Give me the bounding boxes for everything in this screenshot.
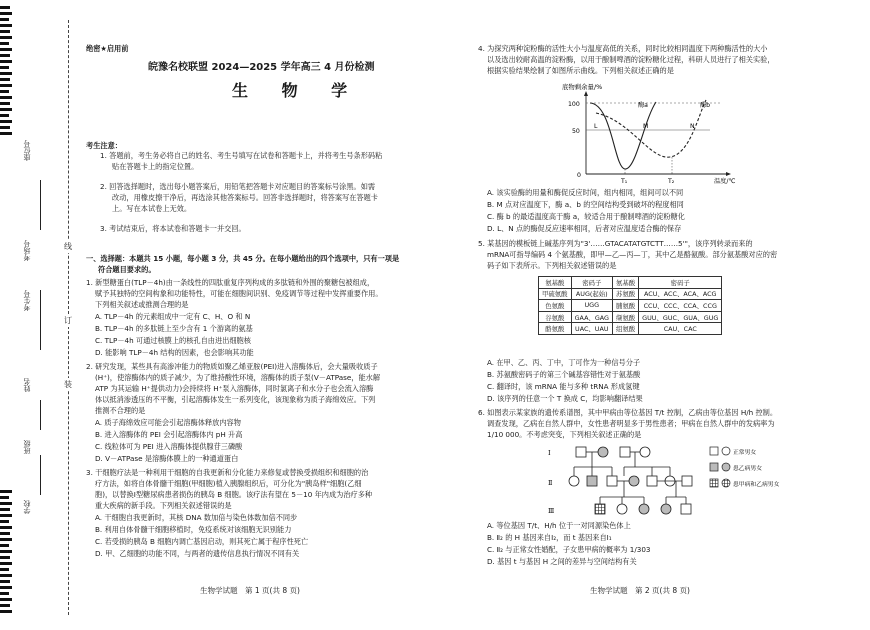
chart-x-arrow [726,172,731,176]
q5-option-a[interactable]: A. 在甲、乙、丙、丁中，丁可作为一种信号分子 [487,358,641,367]
q1-option-d[interactable]: D. 能影响 TLP－4h 结构的因素，也会影响其功能 [95,348,254,357]
q4-option-a[interactable]: A. 该实验酶的用量和酶促反应时间，组内相同，组间可以不同 [487,188,684,197]
pedigree-male-normal [647,476,657,486]
codon-table-row [539,311,722,323]
codon-table-cell: 苏氨酸 [613,288,639,300]
legend-label-affected-ab: 患甲病和乙病男女 [733,482,780,488]
strip-bar [0,132,12,135]
pedigree-diagram [540,443,790,525]
q2-stem: 推测不合理的是 [95,406,146,415]
q4-stem: 以及选出较耐高温的淀粉酶，以用于酿制啤酒的淀粉糖化过程，科研人员进行了相关实验， [487,55,775,64]
notice-line: 2. 回答选择题时，选出每小题答案后，用铅笔把答题卡对应题目的答案标号涂黑。如需 [100,182,376,191]
seat-number-label: 座位号 [23,140,31,161]
strip-bar [0,66,9,69]
strip-bar [0,556,10,559]
chart-point-L: L [594,123,598,130]
codon-table-cell: 缬氨酸 [613,311,639,323]
class-line [40,455,41,495]
strip-bar [0,604,10,607]
codon-table-cell: 谷氨酸 [539,311,572,323]
chart-ytick: 100 [568,101,580,108]
strip-bar [0,592,9,595]
q4-option-c[interactable]: C. 酶 b 的最适温度高于酶 a，较适合用于酿制啤酒的淀粉糖化 [487,212,685,221]
q6-stem: 1/10 000。不考虑突变，下列相关叙述正确的是 [487,430,642,439]
q2-option-d[interactable]: D. V－ATPase 是溶酶体膜上的一种通道蛋白 [95,454,239,463]
strip-bar [0,102,10,105]
codon-table-row [539,300,722,312]
strip-bar [0,586,12,589]
binding-strip [0,0,14,630]
strip-bar [0,78,10,81]
codon-table-cell: 氨基酸 [613,277,639,289]
curve-enzyme-a [590,102,656,169]
q3-stem: 3. 干细胞疗法是一种利用干细胞的自我更新和分化能力来修复或替换受损组织和细胞的治 [86,468,369,477]
strip-bar [0,42,9,45]
generation-label-III: Ⅲ [548,507,555,515]
pedigree-male-normal [607,476,617,486]
seal-char-pack: 装 [64,380,72,389]
chart-xtick: T₂ [668,178,675,185]
strip-bar [0,544,9,547]
strip-bar [0,580,10,583]
notice-line: 1. 答题前，考生务必将自己的姓名、考生号填写在试卷和答题卡上，并将考生号条形码粘 [100,151,383,160]
strip-bar [0,12,12,15]
legend-label-normal: 正常男女 [733,450,757,456]
codon-table-cell: 密码子 [571,277,612,289]
q6-stem: 调查发现，乙病在自然人群中，女性患者明显多于男性患者；甲病在自然人群中的发病率为 [487,419,775,428]
pedigree-female-affected-b [598,447,608,457]
strip-bar [0,60,12,63]
legend-label-affected-b: 患乙病男女 [733,466,762,472]
section-heading: 一、选择题：本题共 15 小题，每小题 3 分，共 45 分。在每小题给出的四个选项中，只有一项是 [86,254,400,263]
codon-table-cell: 密码子 [639,277,722,289]
school-label: 学校 [23,500,31,514]
q4-option-d[interactable]: D. L、N 点的酶促反应速率相同，后者对应温度适合酶的保存 [487,224,682,233]
codon-table-cell: UGG [571,300,612,312]
generation-label-II: Ⅱ [548,479,553,487]
q6-option-a[interactable]: A. 等位基因 T/t、H/h 位于一对同源染色体上 [487,521,631,530]
class-label: 班级 [23,440,31,454]
secret-mark: 绝密★启用前 [86,44,129,53]
q1-stem: 1. 新型糖蛋白(TLP－4h)由一条线性的四肽重复序列构成的多肽链和外围的聚糖包被组成， [86,278,375,287]
strip-bar [0,508,10,511]
codon-table-cell: 甲硫氨酸 [539,288,572,300]
name-line [40,400,41,430]
q5-option-c[interactable]: C. 翻译时，该 mRNA 能与多种 tRNA 形成氢键 [487,382,640,391]
notice-line: 贴在答题卡上的指定位置。 [112,162,199,171]
legend-female-affected-b [722,463,730,471]
q3-option-b[interactable]: B. 利用自体骨髓干细胞移植时，免疫系统对该细胞无识别能力 [95,525,292,534]
legend-male-affected-ab [710,479,718,487]
strip-bar [0,598,12,601]
strip-bar [0,126,10,129]
q1-stem: 下列相关叙述或推测合理的是 [95,300,189,309]
chart-ytick: 50 [572,128,580,135]
q6-stem: 6. 如图表示某家族的遗传系谱图，其中甲病由等位基因 T/t 控制，乙病由等位基因 H/h 控制。 [478,408,778,417]
strip-bar [0,108,12,111]
legend-male-normal [710,447,718,455]
seal-char-line: 线 [64,242,72,251]
strip-bar [0,538,12,541]
codon-table-header [539,277,722,289]
candidate-number-label: 考生号 [23,290,31,311]
exam-room-line [40,290,41,350]
q1-option-c[interactable]: C. TLP－4h 可通过核膜上的核孔自由进出细胞核 [95,336,251,345]
codon-table-cell: 酪氨酸 [539,323,572,335]
footer-left: 生物学试题 第 1 页(共 8 页) [200,586,300,595]
pedigree-female-affected-b [629,476,639,486]
codon-table-cell: CCU、CCC、CCA、CCG [639,300,722,312]
subject-title: 生 物 学 [232,81,362,100]
strip-bar [0,120,12,123]
pedigree-female-normal [617,504,627,514]
chart-series-label-a: 酶a [638,102,648,109]
footer-right: 生物学试题 第 2 页(共 8 页) [590,586,690,595]
chart-xtick: T₁ [621,178,628,185]
q2-stem: 体以抵消渗透压的不平衡，引起溶酶体发生一系列变化，该现象称为质子海绵效应。下列 [95,395,376,404]
seat-number-line [40,180,41,230]
q3-stem: 胞)，以替换Ⅰ型糖尿病患者损伤的胰岛 B 细胞。该疗法有望在 5－10 年内成为治疗多种 [95,490,373,499]
pedigree-male-affected-ab [595,504,605,514]
enzyme-chart [550,80,750,190]
codon-table-cell: GUU、GUC、GUA、GUG [639,311,722,323]
strip-bar [0,84,12,87]
strip-bar [0,90,9,93]
q2-stem: ATP 为其运输 H⁺提供动力)会持续将 H⁺泵入溶酶体，同时氯离子和水分子也会流入溶酶 [95,384,374,393]
notice-line: 改动，用橡皮擦干净后，再选涂其他答案标号。回答非选择题时，将答案写在答题卡 [112,193,378,202]
codon-table-cell: 组氨酸 [613,323,639,335]
codon-table-cell: 氨基酸 [539,277,572,289]
strip-bar [0,54,10,57]
pedigree-male-normal [620,447,630,457]
exam-title: 皖豫名校联盟 2024—2025 学年高三 4 月份检测 [148,62,375,73]
chart-xlabel: 温度/℃ [714,178,736,185]
strip-bar [0,532,10,535]
strip-bar [0,520,9,523]
strip-bar [0,568,9,571]
strip-bar [0,48,12,51]
chart-series-label-b: 酶b [700,102,711,109]
strip-bar [0,96,12,99]
pedigree-male-normal [576,447,586,457]
q4-stem: 4. 为探究两种淀粉酶的活性大小与温度高低的关系，同时比较相同温度下两种酶活性的大小 [478,44,768,53]
codon-table [538,276,722,335]
codon-table-row [539,288,722,300]
strip-bar [0,72,12,75]
exam-room-label: 考场号 [23,240,31,261]
q3-option-c[interactable]: C. 若受损的胰岛 B 细胞内调亡基因启动，则其死亡属于程序性死亡 [95,537,309,546]
strip-bar [0,30,10,33]
q3-stem: 疗方法，如将自体骨髓干细胞(甲细胞)植入胰腺组织后，可分化为"胰岛样"细胞(乙细 [95,479,362,488]
q4-stem: 根据实验结果绘制了如图所示曲线。下列相关叙述正确的是 [487,66,674,75]
pedigree-female-affected-b [661,504,671,514]
q2-option-b[interactable]: B. 进入溶酶体的 PEI 会引起溶酶体内 pH 升高 [95,430,243,439]
q1-option-a[interactable]: A. TLP－4h 的元素组成中一定有 C、H、O 和 N [95,312,251,321]
q1-stem: 赋予其独特的空间构象和功能特性，可能在细胞间识别、免疫调节等过程中发挥重要作用。 [95,289,383,298]
codon-table-cell: CAU、CAC [639,323,722,335]
q3-stem: 重大疾病的新手段。下列相关叙述错误的是 [95,501,232,510]
q4-option-b[interactable]: B. M 点对应温度下，酶 a、b 的空间结构受到破坏的程度相同 [487,200,684,209]
legend-female-normal [722,447,730,455]
q2-stem: (H⁺)，使溶酶体内的质子减少，为了维持酸性环境，溶酶体的质子泵(V－ATPase，能水解 [95,373,381,382]
notice-line: 上。写在本试卷上无效。 [112,204,192,213]
codon-table-cell: UAC、UAU [571,323,612,335]
codon-table-cell: 色氨酸 [539,300,572,312]
q2-stem: 2. 研究发现，某些具有高渗冲能力的物质如聚乙烯亚胺(PEI)进入溶酶体后，会大量吸收质子 [86,362,378,371]
strip-bar [0,114,9,117]
q5-stem: 码子如下表所示。下列相关叙述错误的是 [487,261,617,270]
seal-char-bind: 订 [64,316,72,325]
name-label: 姓名 [23,378,31,392]
q5-stem: 5. 某基因的模板链上碱基序列为"3'……GTACATATGTCTT……5'"，该序列转录而来的 [478,239,753,248]
legend-female-affected-ab [722,479,730,487]
q5-option-d[interactable]: D. 该序列的任意一个 T 换成 C，均影响翻译结果 [487,394,643,403]
section-heading: 符合题目要求的。 [98,265,156,274]
strip-bar [0,24,12,27]
generation-label-I: Ⅰ [548,449,551,457]
notice-title: 考生注意： [86,141,122,150]
codon-table-cell: ACU、ACC、ACA、ACG [639,288,722,300]
codon-table-row [539,323,722,335]
strip-bar [0,526,12,529]
q1-option-b[interactable]: B. TLP－4h 的多肽链上至少含有 1 个游离的氨基 [95,324,253,333]
q3-option-d[interactable]: D. 甲、乙细胞的功能不同，与两者的遗传信息执行情况不同有关 [95,549,300,558]
strip-bar [0,490,12,493]
chart-point-N: N [690,123,695,130]
codon-table-cell: AUG(起始) [571,288,612,300]
strip-bar [0,610,12,613]
q6-option-c[interactable]: C. Ⅱ₂ 与正常女性婚配，子女患甲病的概率为 1/303 [487,545,651,554]
pedigree-female-normal [569,476,579,486]
chart-ytick: 0 [577,172,581,179]
q5-stem: mRNA可指导编码 4 个氨基酸，即甲—乙—丙—丁，其中乙是酪氨酸。部分氨基酸对应的密 [487,250,778,259]
strip-bar [0,6,10,9]
strip-bar [0,562,12,565]
strip-bar [0,36,12,39]
q5-option-b[interactable]: B. 苏氨酸密码子的第三个碱基容错性对于氨基酸 [487,370,641,379]
q3-option-a[interactable]: A. 干细胞自我更新时，其核 DNA 数加倍与染色体数加倍不同步 [95,513,298,522]
chart-ylabel: 底物剩余量/% [562,83,603,91]
strip-bar [0,496,9,499]
strip-bar [0,550,12,553]
q6-option-b[interactable]: B. Ⅱ₂ 的 H 基因来自Ⅰ₂，而 t 基因来自Ⅰ₁ [487,533,612,542]
strip-bar [0,514,12,517]
strip-bar [0,18,9,21]
pedigree-male-affected-b [587,476,597,486]
chart-point-M: M [643,123,649,130]
pedigree-female-normal [640,447,650,457]
q2-option-a[interactable]: A. 质子海绵效应可能会引起溶酶体释放内容物 [95,418,241,427]
strip-bar [0,574,12,577]
notice-line: 3. 考试结束后，将本试卷和答题卡一并交回。 [100,224,246,233]
pedigree-female-affected-b [639,504,649,514]
pedigree-male-normal [681,504,691,514]
strip-bar [0,502,12,505]
codon-table-cell: 脯氨酸 [613,300,639,312]
q6-option-d[interactable]: D. 基因 t 与基因 H 之间的差异与空间结构有关 [487,557,637,566]
pedigree-male-normal [682,476,692,486]
q2-option-c[interactable]: C. 线粒体可为 PEI 进入溶酶体提供腺苷三磷酸 [95,442,243,451]
codon-table-cell: GAA、GAG [571,311,612,323]
legend-male-affected-b [710,463,718,471]
chart-y-arrow [584,91,588,96]
